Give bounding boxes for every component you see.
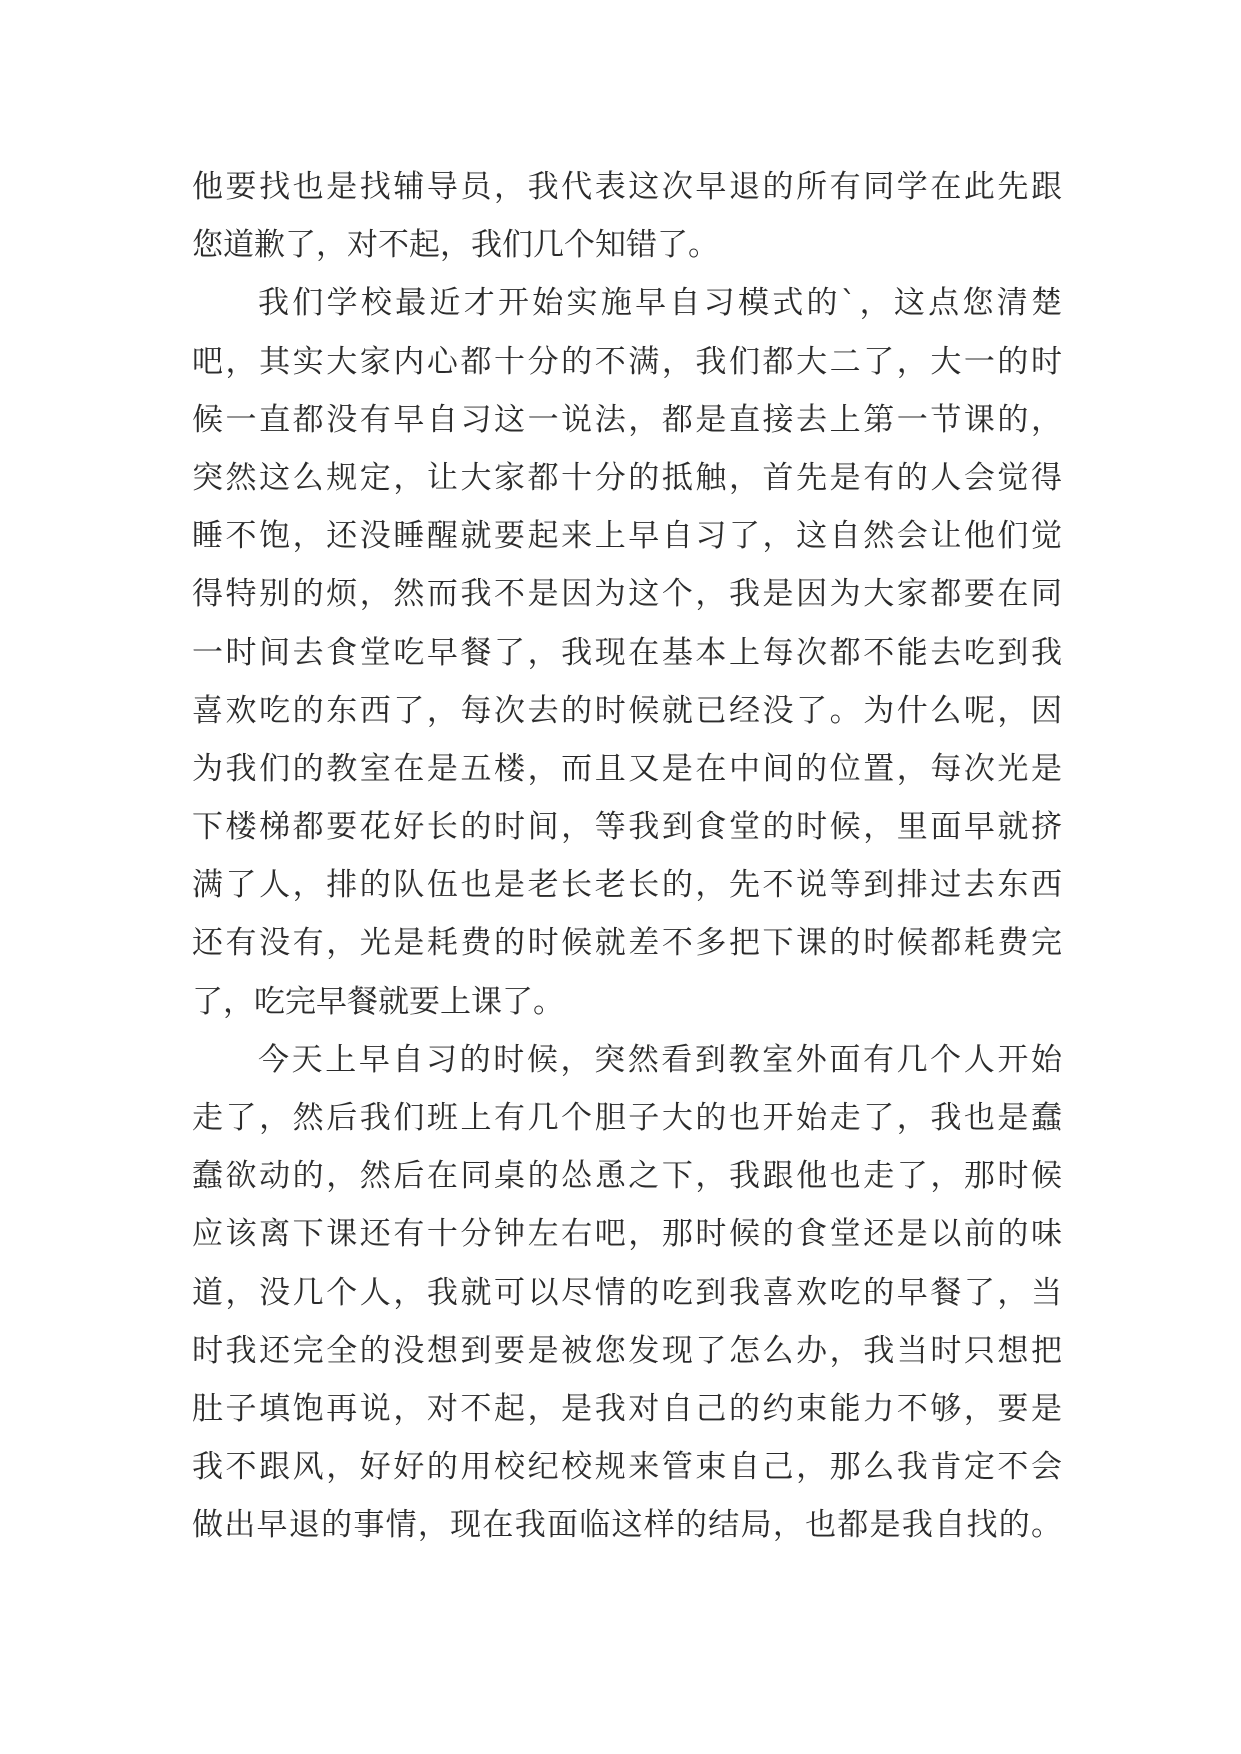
text-line: 今天上早自习的时候，突然看到教室外面有几个人开始 xyxy=(258,1041,1062,1078)
text-line: 道，没几个人，我就可以尽情的吃到我喜欢吃的早餐了，当 xyxy=(192,1274,1062,1311)
text-line: 了，吃完早餐就要上课了。 xyxy=(192,983,564,1020)
text-line: 得特别的烦，然而我不是因为这个，我是因为大家都要在同 xyxy=(192,576,1062,613)
text-line: 他要找也是找辅导员，我代表这次早退的所有同学在此先跟 xyxy=(192,169,1062,205)
text-line: 您道歉了，对不起，我们几个知错了。 xyxy=(192,227,719,264)
text-line: 吧，其实大家内心都十分的不满，我们都大二了，大一的时 xyxy=(192,343,1062,380)
text-line: 喜欢吃的东西了，每次去的时候就已经没了。为什么呢，因 xyxy=(192,692,1062,729)
text-line: 我们学校最近才开始实施早自习模式的`，这点您清楚 xyxy=(258,285,1062,322)
text-line: 候一直都没有早自习这一说法，都是直接去上第一节课的， xyxy=(192,401,1062,438)
text-line: 时我还完全的没想到要是被您发现了怎么办，我当时只想把 xyxy=(192,1332,1062,1369)
text-line: 满了人，排的队伍也是老长老长的，先不说等到排过去东西 xyxy=(192,867,1062,904)
text-line: 一时间去食堂吃早餐了，我现在基本上每次都不能去吃到我 xyxy=(192,634,1062,671)
text-line: 应该离下课还有十分钟左右吧，那时候的食堂还是以前的味 xyxy=(192,1216,1062,1253)
text-line: 还有没有，光是耗费的时候就差不多把下课的时候都耗费完 xyxy=(192,925,1062,962)
text-line: 蠢欲动的，然后在同桌的怂恿之下，我跟他也走了，那时候 xyxy=(192,1158,1062,1195)
text-line: 下楼梯都要花好长的时间，等我到食堂的时候，里面早就挤 xyxy=(192,809,1062,846)
text-line: 肚子填饱再说，对不起，是我对自己的约束能力不够，要是 xyxy=(192,1390,1062,1427)
text-line: 突然这么规定，让大家都十分的抵触，首先是有的人会觉得 xyxy=(192,459,1062,496)
text-line: 睡不饱，还没睡醒就要起来上早自习了，这自然会让他们觉 xyxy=(192,518,1062,555)
text-line: 我不跟风，好好的用校纪校规来管束自己，那么我肯定不会 xyxy=(192,1449,1062,1486)
text-line: 走了，然后我们班上有几个胆子大的也开始走了，我也是蠢 xyxy=(192,1100,1062,1136)
body-text xyxy=(192,158,1062,1555)
text-line: 为我们的教室在是五楼，而且又是在中间的位置，每次光是 xyxy=(192,750,1062,787)
text-line: 做出早退的事情，现在我面临这样的结局，也都是我自找的。 xyxy=(192,1507,1062,1544)
